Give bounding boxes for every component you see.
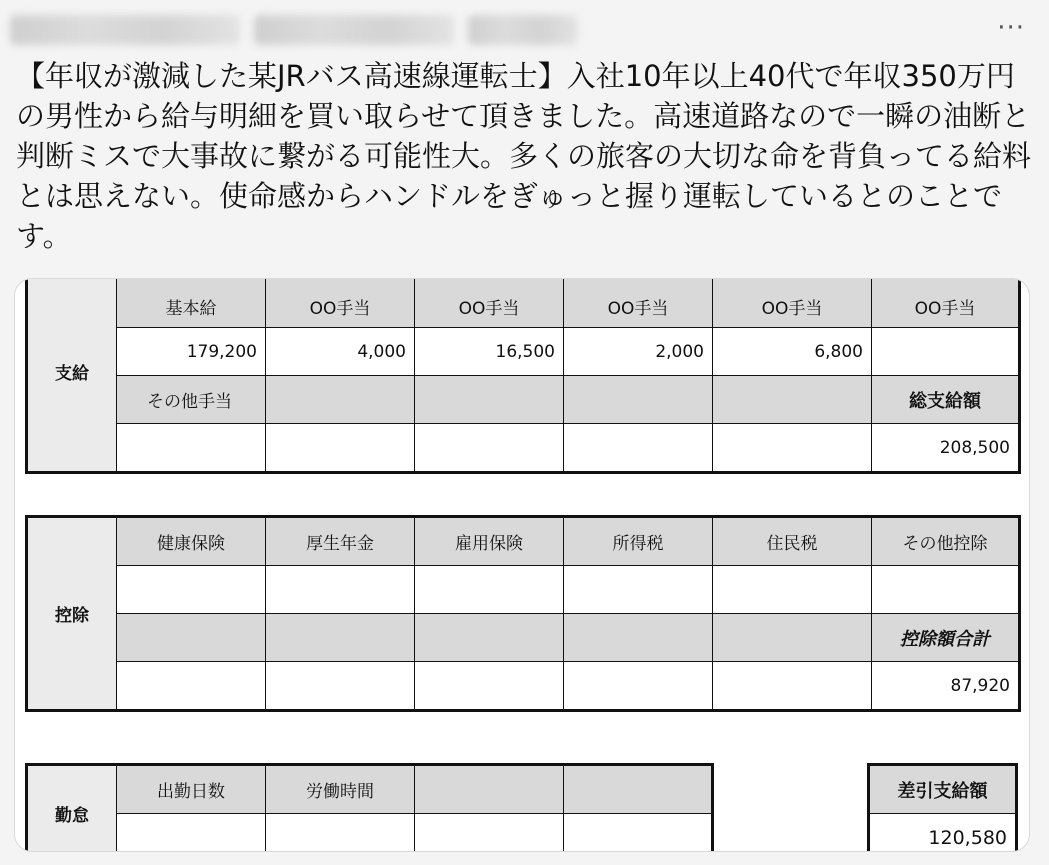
- blank-cell: [117, 662, 266, 711]
- blank-cell: [564, 424, 713, 473]
- gross-pay-header: 総支給額: [872, 376, 1020, 424]
- author-name-blurred: [10, 15, 240, 45]
- attendance-header: [415, 765, 564, 814]
- payment-value: 4,000: [266, 328, 415, 376]
- blank-cell: [564, 614, 713, 662]
- payment-value: 179,200: [117, 328, 266, 376]
- post-author-header[interactable]: [10, 10, 610, 50]
- net-pay-value: 120,580: [869, 814, 1017, 853]
- payment-header: OO手当: [564, 278, 713, 328]
- blank-cell: [266, 662, 415, 711]
- post-date-blurred: [468, 15, 578, 45]
- payment-header: OO手当: [713, 278, 872, 328]
- net-pay-header: 差引支給額: [869, 765, 1017, 814]
- blank-cell: [415, 566, 564, 614]
- payslip-image-card[interactable]: [14, 278, 1030, 852]
- gross-pay-value: 208,500: [872, 424, 1020, 473]
- blank-cell: [117, 424, 266, 473]
- more-options-icon[interactable]: ···: [997, 13, 1025, 43]
- blank-cell: [415, 614, 564, 662]
- blank-cell: [713, 614, 872, 662]
- payment-header: 基本給: [117, 278, 266, 328]
- payment-header: OO手当: [872, 278, 1020, 328]
- deduction-total-value: 87,920: [872, 662, 1020, 711]
- payment-header: OO手当: [266, 278, 415, 328]
- deduction-header: その他控除: [872, 517, 1020, 566]
- blank-cell: [564, 814, 713, 853]
- blank-cell: [415, 424, 564, 473]
- deduction-section-label: 控除: [27, 517, 117, 711]
- deduction-header: 雇用保険: [415, 517, 564, 566]
- blank-cell: [872, 566, 1020, 614]
- payment-value: 16,500: [415, 328, 564, 376]
- blank-cell: [713, 376, 872, 424]
- blank-cell: [117, 566, 266, 614]
- attendance-header: [564, 765, 713, 814]
- blank-cell: [117, 814, 266, 853]
- attendance-header: 労働時間: [266, 765, 415, 814]
- blank-cell: [266, 376, 415, 424]
- deduction-header: 厚生年金: [266, 517, 415, 566]
- payment-value: 6,800: [713, 328, 872, 376]
- deduction-header: 健康保険: [117, 517, 266, 566]
- post-text: 【年収が激減した某JRバス高速線運転士】入社10年以上40代で年収350万円の男性から給与明細を買い取らせて頂きました。高速道路なので一瞬の油断と判断ミスで大事故に繋がる可能性大。多くの旅客の大切な命を背負ってる給料とは思えない。使命感からハンドルをぎゅっと握り運転しているとのことです。: [16, 59, 1032, 253]
- payment-header: OO手当: [415, 278, 564, 328]
- blank-cell: [564, 566, 713, 614]
- deduction-header: 所得税: [564, 517, 713, 566]
- payment-value: [872, 328, 1020, 376]
- blank-cell: [564, 662, 713, 711]
- author-handle-blurred: [254, 15, 454, 45]
- payment-value: 2,000: [564, 328, 713, 376]
- blank-cell: [415, 814, 564, 853]
- attendance-header: 出勤日数: [117, 765, 266, 814]
- blank-cell: [266, 424, 415, 473]
- blank-cell: [713, 424, 872, 473]
- deduction-header: 住民税: [713, 517, 872, 566]
- blank-cell: [415, 662, 564, 711]
- payment-section-label: 支給: [27, 278, 117, 473]
- blank-cell: [564, 376, 713, 424]
- blank-cell: [266, 614, 415, 662]
- payment-table: [25, 278, 1021, 474]
- blank-cell: [266, 814, 415, 853]
- net-pay-box: [867, 763, 1018, 852]
- blank-cell: [713, 662, 872, 711]
- attendance-table: [25, 763, 714, 852]
- other-allowance-header: その他手当: [117, 376, 266, 424]
- blank-cell: [266, 566, 415, 614]
- attendance-section-label: 勤怠: [27, 765, 117, 853]
- blank-cell: [713, 566, 872, 614]
- deduction-total-header: 控除額合計: [872, 614, 1020, 662]
- deduction-table: [25, 515, 1021, 712]
- blank-cell: [415, 376, 564, 424]
- blank-cell: [117, 614, 266, 662]
